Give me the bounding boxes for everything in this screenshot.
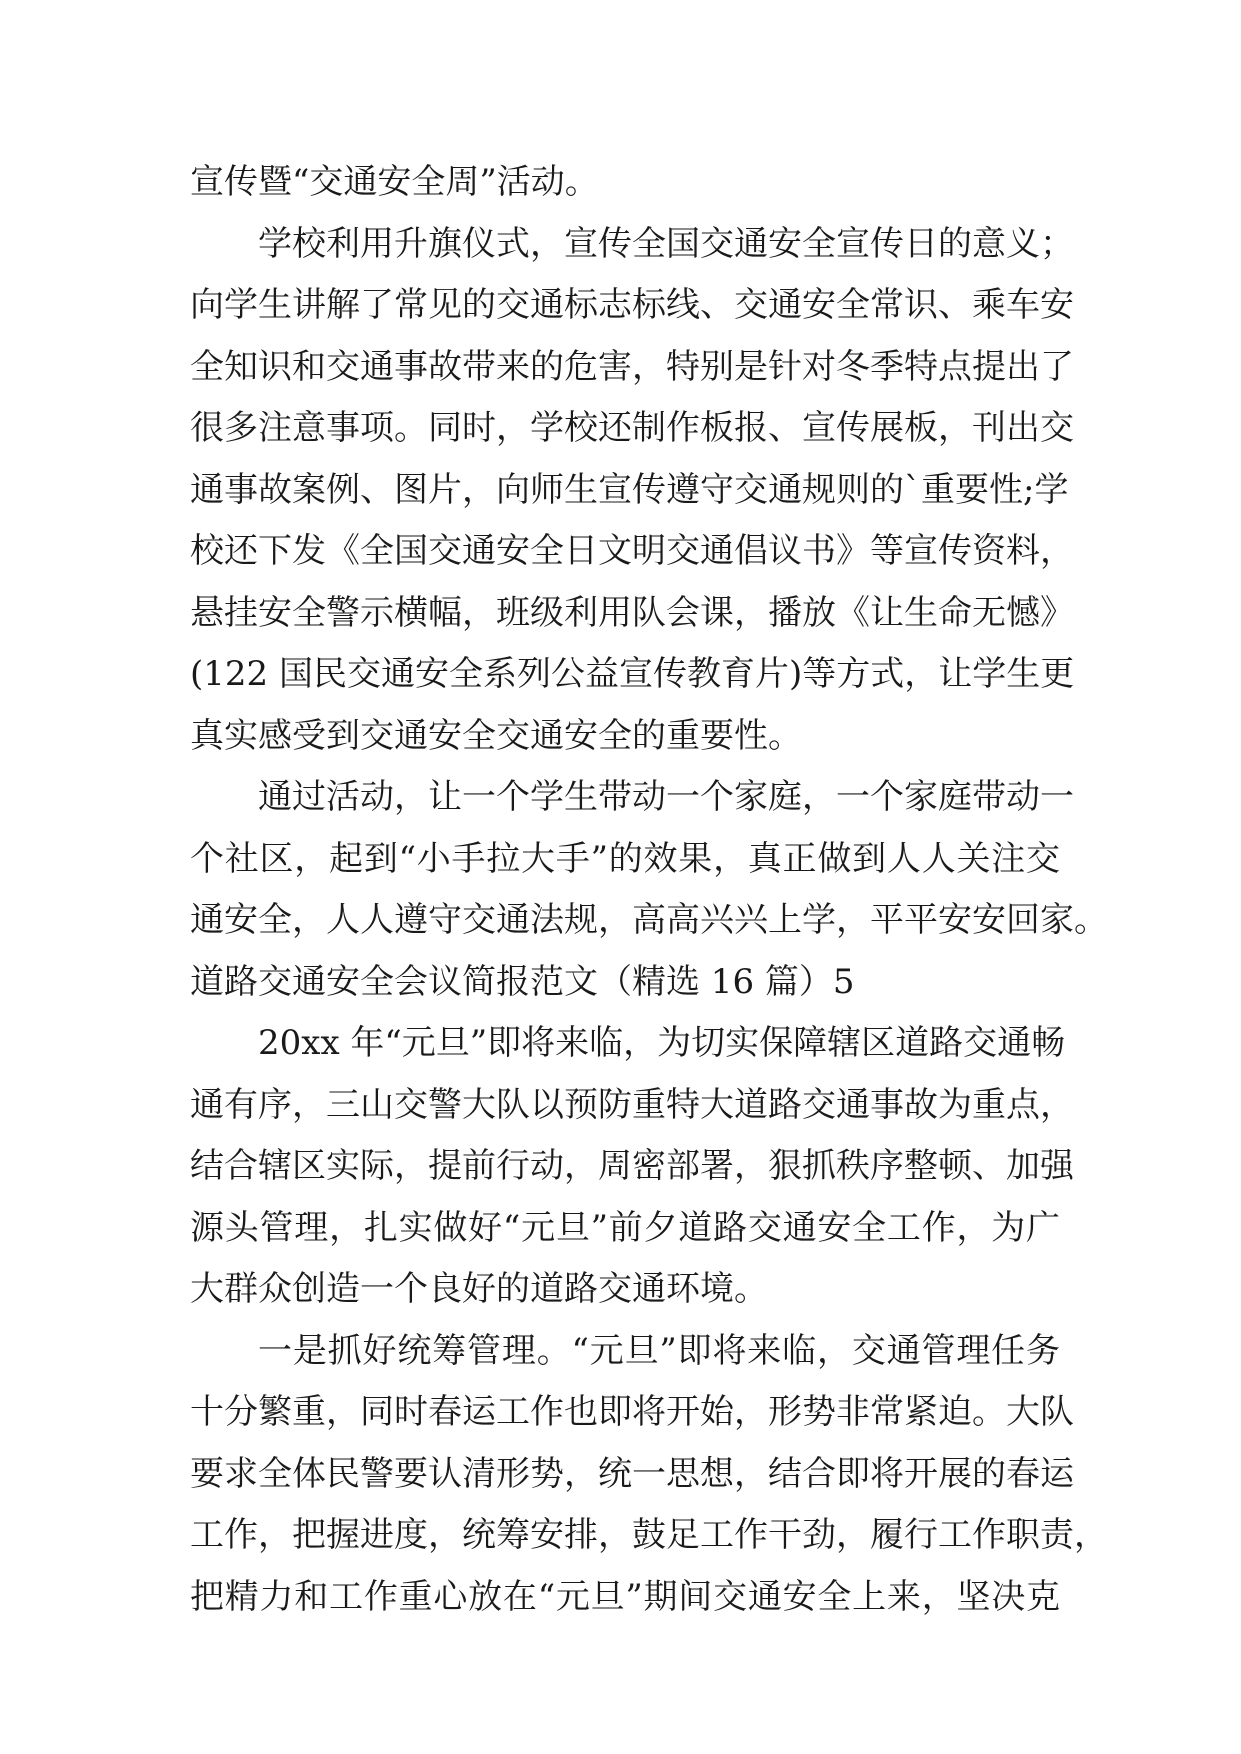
text-line: 通事故案例、图片，向师生宣传遵守交通规则的`重要性;学 (190, 469, 1069, 510)
text-line: 宣传暨“交通安全周”活动。 (190, 162, 599, 202)
document-page (190, 152, 1108, 1628)
text-line: 十分繁重，同时春运工作也即将开始，形势非常紧迫。大队 (190, 1392, 1074, 1432)
text-line: 通过活动，让一个学生带动一个家庭，一个家庭带动一 (258, 777, 1074, 817)
text-line: 把精力和工作重心放在“元旦”期间交通安全上来，坚决克 (190, 1576, 1060, 1617)
text-line: 学校利用升旗仪式，宣传全国交通安全宣传日的意义； (258, 223, 1074, 264)
text-line: 一是抓好统筹管理。“元旦”即将来临，交通管理任务 (258, 1330, 1060, 1371)
text-line: 很多注意事项。同时，学校还制作板报、宣传展板，刊出交 (190, 408, 1074, 448)
text-line: 悬挂安全警示横幅，班级利用队会课，播放《让生命无憾》 (190, 592, 1074, 633)
section-heading: 道路交通安全会议简报范文（精选 16 篇）5 (190, 961, 855, 1002)
text-line: 工作，把握进度，统筹安排，鼓足工作干劲，履行工作职责， (190, 1515, 1108, 1555)
text-line: 真实感受到交通安全交通安全的重要性。 (190, 715, 802, 756)
text-line: 源头管理，扎实做好“元旦”前夕道路交通安全工作，为广 (190, 1207, 1060, 1248)
text-line: 要求全体民警要认清形势，统一思想，结合即将开展的春运 (190, 1453, 1074, 1494)
text-line: 20xx 年“元旦”即将来临，为切实保障辖区道路交通畅 (258, 1023, 1066, 1063)
text-line: 校还下发《全国交通安全日文明交通倡议书》等宣传资料， (190, 531, 1074, 571)
text-line: (122 国民交通安全系列公益宣传教育片)等方式，让学生更 (190, 654, 1075, 694)
text-line: 全知识和交通事故带来的危害，特别是针对冬季特点提出了 (190, 346, 1074, 387)
text-line: 向学生讲解了常见的交通标志标线、交通安全常识、乘车安 (190, 285, 1074, 325)
text-line: 大群众创造一个良好的道路交通环境。 (190, 1269, 768, 1309)
text-line: 通有序，三山交警大队以预防重特大道路交通事故为重点， (190, 1084, 1074, 1125)
text-line: 通安全，人人遵守交通法规，高高兴兴上学，平平安安回家。 (190, 900, 1108, 940)
text-line: 结合辖区实际，提前行动，周密部署，狠抓秩序整顿、加强 (190, 1146, 1074, 1186)
text-line: 个社区，起到“小手拉大手”的效果，真正做到人人关注交 (190, 838, 1060, 879)
